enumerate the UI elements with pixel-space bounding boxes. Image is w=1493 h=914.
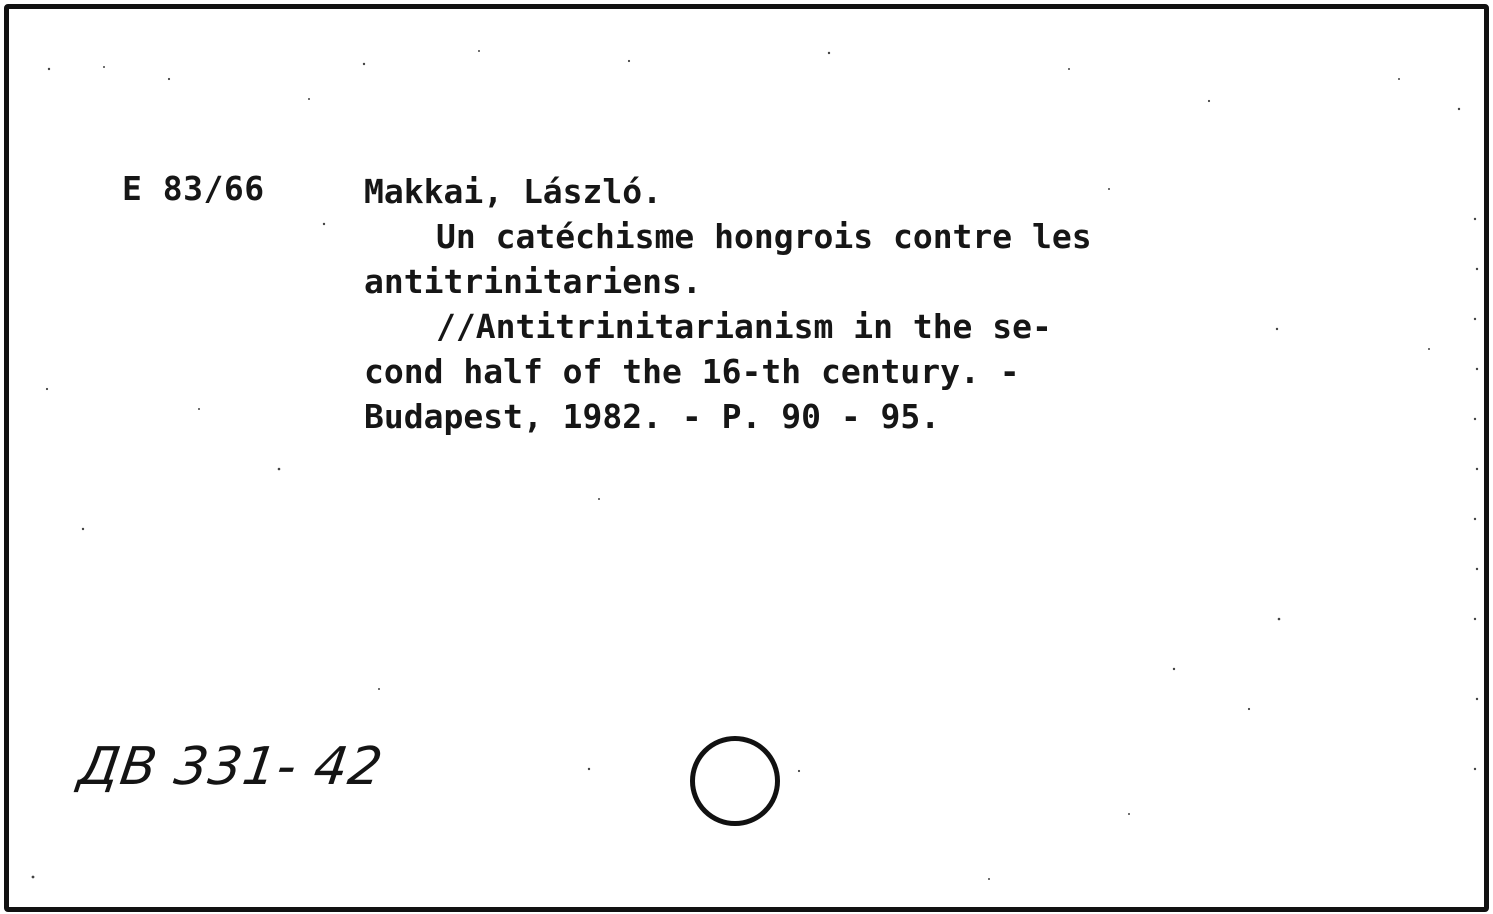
handwritten-shelf-mark: ДВ 331- 42 <box>74 737 387 797</box>
catalog-card <box>4 4 1489 912</box>
bibliographic-entry <box>364 169 1092 439</box>
entry-source-line: //Antitrinitarianism in the se- <box>436 307 1052 346</box>
entry-title-line: antitrinitariens. <box>364 262 702 301</box>
entry-imprint-line: Budapest, 1982. - P. 90 - 95. <box>364 397 941 436</box>
call-number: E 83/66 <box>122 169 265 208</box>
punch-hole <box>690 736 780 826</box>
entry-author: Makkai, László. <box>364 172 663 211</box>
entry-source-line: cond half of the 16-th century. - <box>364 352 1020 391</box>
entry-title-line: Un catéchisme hongrois contre les <box>436 217 1092 256</box>
